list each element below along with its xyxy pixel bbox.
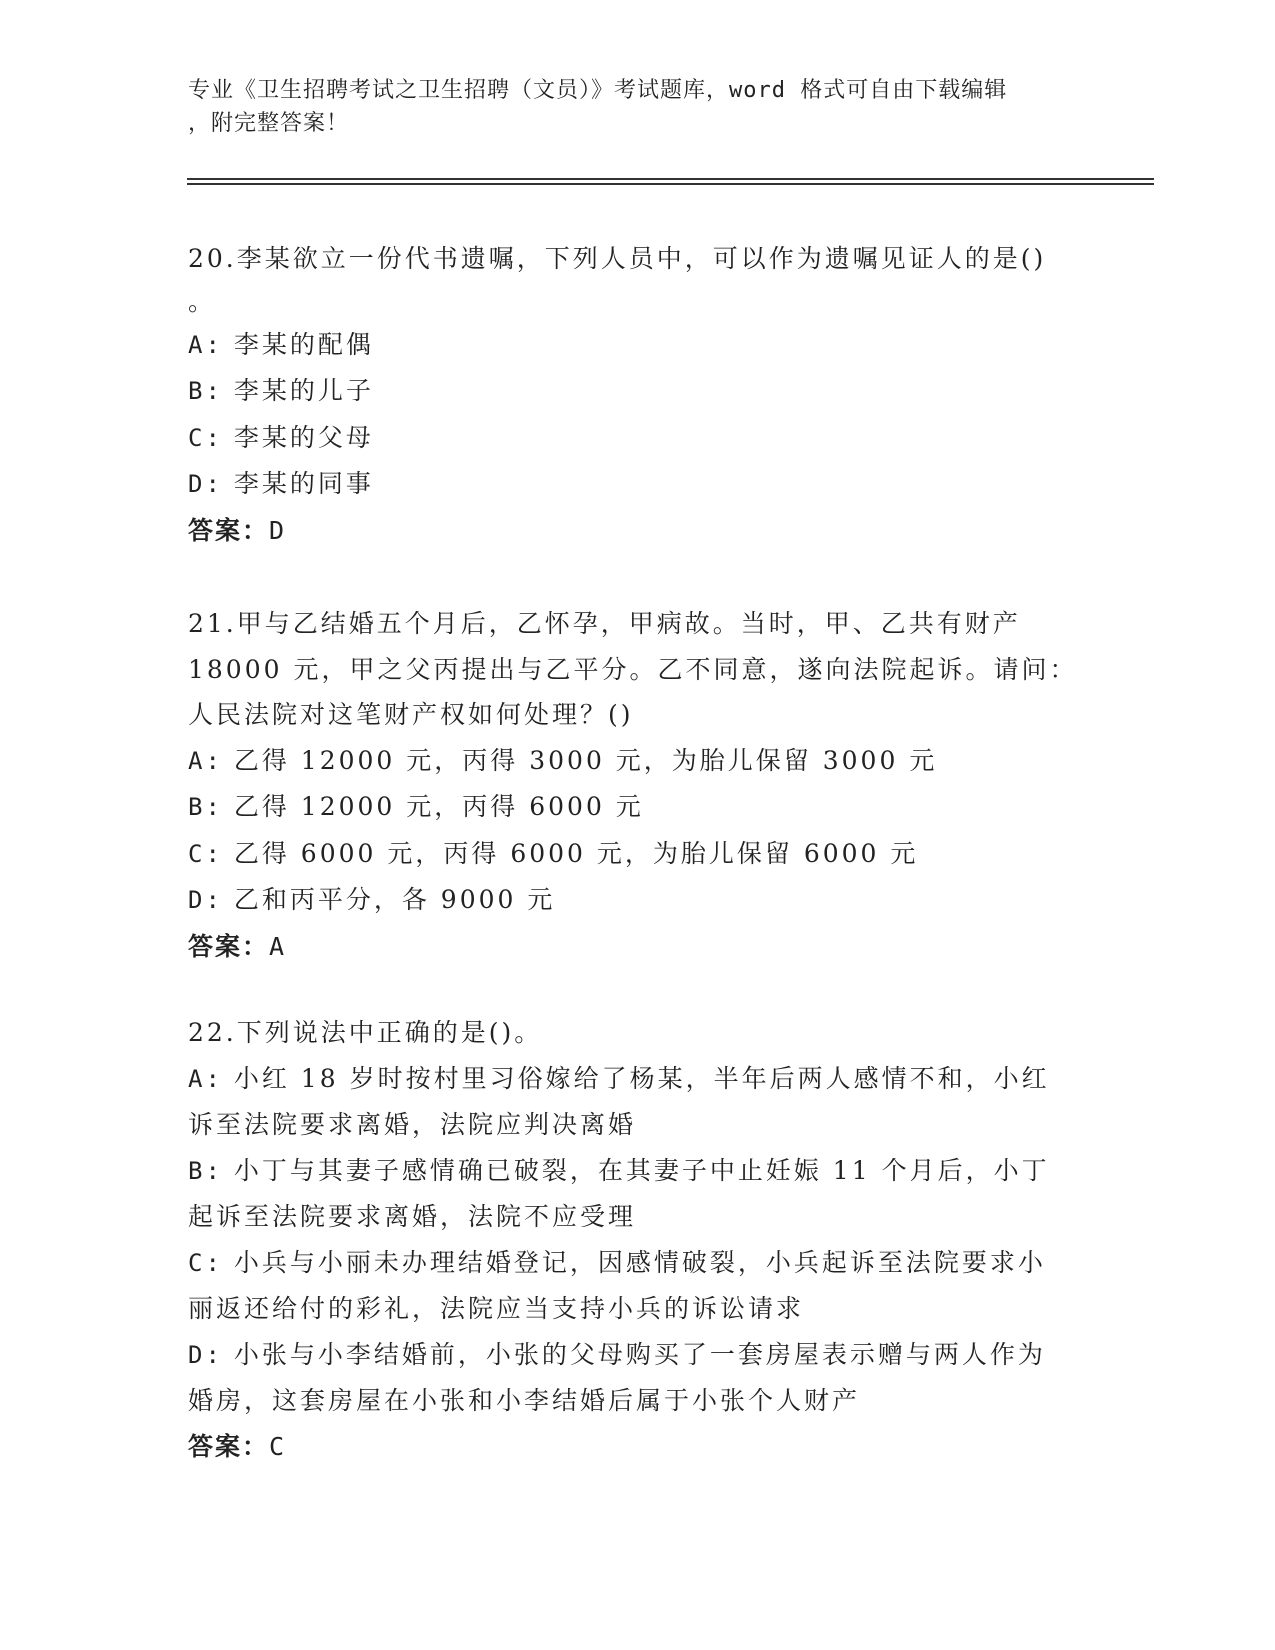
option-text: 小丁与其妻子感情确已破裂，在其妻子中止妊娠 11 个月后，小丁 (233, 1155, 1050, 1185)
answer-line (188, 1424, 1088, 1470)
option-c (188, 1240, 1088, 1332)
option-text: 乙得 12000 元，丙得 6000 元 (233, 792, 644, 821)
stem-line: 18000 元，甲之父丙提出与乙平分。乙不同意，遂向法院起诉。请问： (188, 654, 1078, 684)
option-text: 李某的儿子 (233, 376, 374, 405)
option-text: 李某的父母 (233, 422, 374, 452)
option-a (188, 322, 1088, 369)
answer-line (188, 924, 1088, 970)
option-d (188, 461, 1088, 508)
option-a (188, 1056, 1088, 1148)
question-21 (188, 601, 1088, 969)
answer-value: C (269, 1431, 287, 1461)
answer-value: D (269, 515, 287, 545)
header-divider-top (187, 178, 1154, 180)
option-text: 乙得 6000 元，丙得 6000 元，为胎儿保留 6000 元 (233, 838, 919, 868)
option-letter: B: (188, 1156, 223, 1185)
option-b (188, 368, 1088, 415)
document-header (188, 74, 1068, 140)
header-divider-bottom (187, 183, 1154, 185)
option-d (188, 877, 1088, 924)
option-letter: D: (188, 470, 223, 498)
option-text: 小红 18 岁时按村里习俗嫁给了杨某，半年后两人感情不和，小红 (233, 1063, 1050, 1093)
answer-line (188, 508, 1088, 554)
option-letter: D: (188, 1340, 223, 1369)
option-b (188, 1148, 1088, 1240)
option-letter: A: (188, 330, 223, 359)
option-b (188, 784, 1088, 831)
option-letter: D: (188, 886, 223, 914)
question-22 (188, 1010, 1088, 1469)
option-letter: B: (188, 793, 223, 821)
option-c (188, 831, 1088, 878)
option-text: 乙得 12000 元，丙得 3000 元，为胎儿保留 3000 元 (233, 745, 938, 775)
answer-label: 答案： (188, 515, 270, 545)
option-text-continued: 婚房，这套房屋在小张和小李结婚后属于小张个人财产 (188, 1386, 861, 1415)
option-letter: C: (188, 1248, 223, 1277)
answer-label: 答案： (188, 931, 270, 961)
stem-line: 22.下列说法中正确的是()。 (188, 1018, 543, 1047)
answer-label: 答案： (188, 1431, 270, 1461)
option-letter: A: (188, 1064, 223, 1093)
option-text-continued: 起诉至法院要求离婚，法院不应受理 (188, 1202, 637, 1231)
option-d (188, 1332, 1088, 1424)
option-text-continued: 丽返还给付的彩礼，法院应当支持小兵的诉讼请求 (188, 1294, 805, 1323)
option-a (188, 738, 1088, 785)
answer-value: A (269, 931, 287, 961)
option-text-continued: 诉至法院要求离婚，法院应判决离婚 (188, 1110, 637, 1139)
stem-line: 。 (188, 286, 217, 316)
option-text: 小张与小李结婚前，小张的父母购买了一套房屋表示赠与两人作为 (233, 1339, 1046, 1369)
option-letter: C: (188, 839, 223, 868)
option-text: 小兵与小丽未办理结婚登记，因感情破裂，小兵起诉至法院要求小 (233, 1247, 1046, 1277)
option-letter: A: (188, 746, 223, 775)
question-stem (188, 601, 1088, 738)
stem-line: 21.甲与乙结婚五个月后，乙怀孕，甲病故。当时，甲、乙共有财产 (188, 609, 1021, 638)
question-stem (188, 236, 1088, 322)
option-text: 李某的配偶 (233, 329, 374, 359)
header-line-1: 专业《卫生招聘考试之卫生招聘（文员）》考试题库，word 格式可自由下载编辑 (188, 78, 1008, 103)
header-line-2: ，附完整答案！ (188, 111, 350, 136)
option-text: 李某的同事 (233, 469, 374, 498)
option-letter: C: (188, 423, 223, 452)
question-stem (188, 1010, 1088, 1056)
question-20 (188, 236, 1088, 553)
option-text: 乙和丙平分，各 9000 元 (233, 885, 556, 914)
stem-line: 20.李某欲立一份代书遗嘱，下列人员中，可以作为遗嘱见证人的是() (188, 244, 1047, 273)
option-letter: B: (188, 377, 223, 405)
option-c (188, 415, 1088, 462)
stem-line: 人民法院对这笔财产权如何处理？() (188, 700, 634, 729)
